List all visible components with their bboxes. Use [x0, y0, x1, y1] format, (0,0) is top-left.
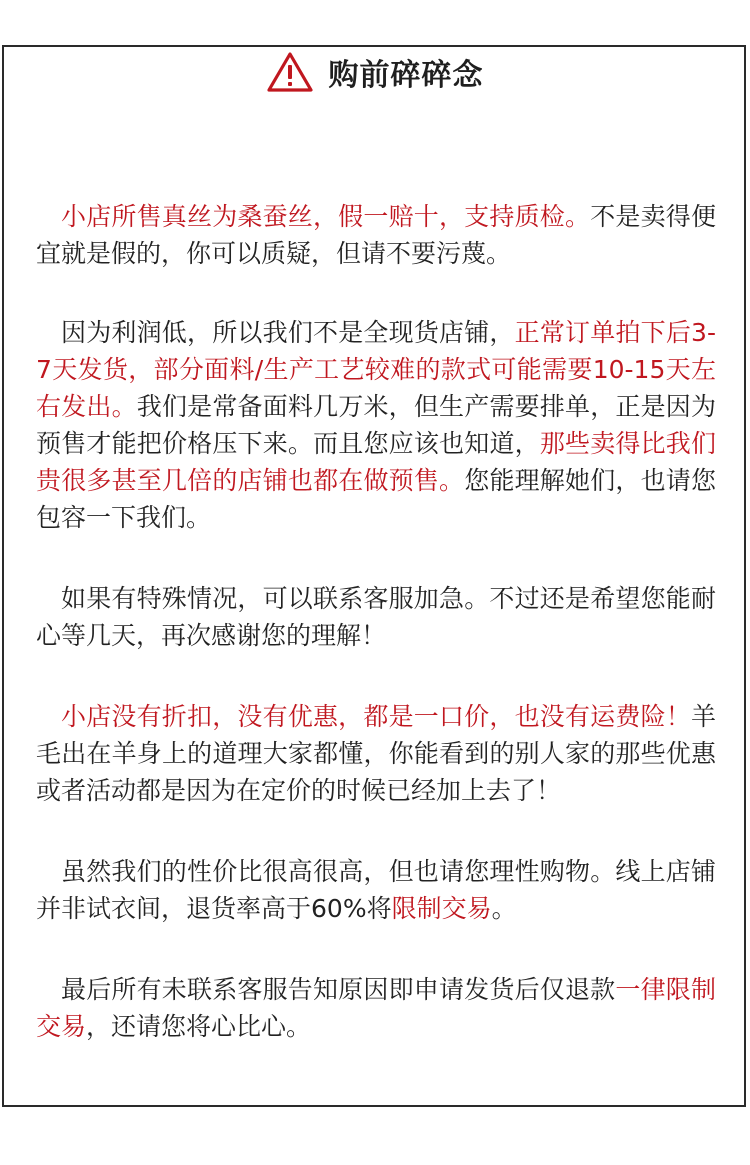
notice-paragraph [36, 853, 716, 927]
notice-paragraph [36, 198, 716, 272]
notice-paragraph [36, 698, 716, 809]
body-text: 。 [491, 894, 517, 923]
body-text: 如果有特殊情况，可以联系客服加急。不过还是希望您能耐心等几天，再次感谢您的理解！ [36, 584, 716, 650]
body-text: ，还请您将心比心。 [86, 1012, 312, 1041]
warning-icon [267, 51, 313, 93]
highlight-text: 小店所售真丝为桑蚕丝，假一赔十，支持质检。 [61, 202, 591, 231]
body-text: 我们是常备面料几万米，但生产需要排单，正是因为预售才能把价格压下来。而且您应该也知道， [36, 392, 716, 458]
highlight-text: 小店没有折扣，没有优惠，都是一口价，也没有运费险！ [61, 702, 691, 731]
body-text: 虽然我们的性价比很高很高，但也请您理性购物。线上店铺并非试衣间，退货率高于60%将 [36, 857, 716, 923]
highlight-text: 那些卖得比我们贵很多甚至几倍的店铺也都在做预售。 [36, 429, 716, 495]
body-text: 最后所有未联系客服告知原因即申请发货后仅退款 [61, 975, 616, 1004]
highlight-text: 正常订单拍下后3-7天发货，部分面料/生产工艺较难的款式可能需要10-15天左右发出。 [36, 318, 716, 421]
page-title: 购前碎碎念 [328, 58, 484, 93]
notice-paragraph [36, 314, 716, 536]
notice-paragraph [36, 971, 716, 1045]
notice-paragraph [36, 580, 716, 654]
highlight-text: 一律限制交易 [36, 975, 716, 1041]
notice-header [0, 46, 750, 98]
body-text: 因为利润低，所以我们不是全现货店铺， [61, 318, 515, 347]
notice-content [36, 198, 716, 1089]
body-text: 不是卖得便宜就是假的，你可以质疑，但请不要污蔑。 [36, 202, 716, 268]
body-text: 您能理解她们，也请您包容一下我们。 [36, 466, 716, 532]
body-text: 羊毛出在羊身上的道理大家都懂，你能看到的别人家的那些优惠或者活动都是因为在定价的时候已经加上去了！ [36, 702, 716, 805]
highlight-text: 限制交易 [391, 894, 492, 923]
